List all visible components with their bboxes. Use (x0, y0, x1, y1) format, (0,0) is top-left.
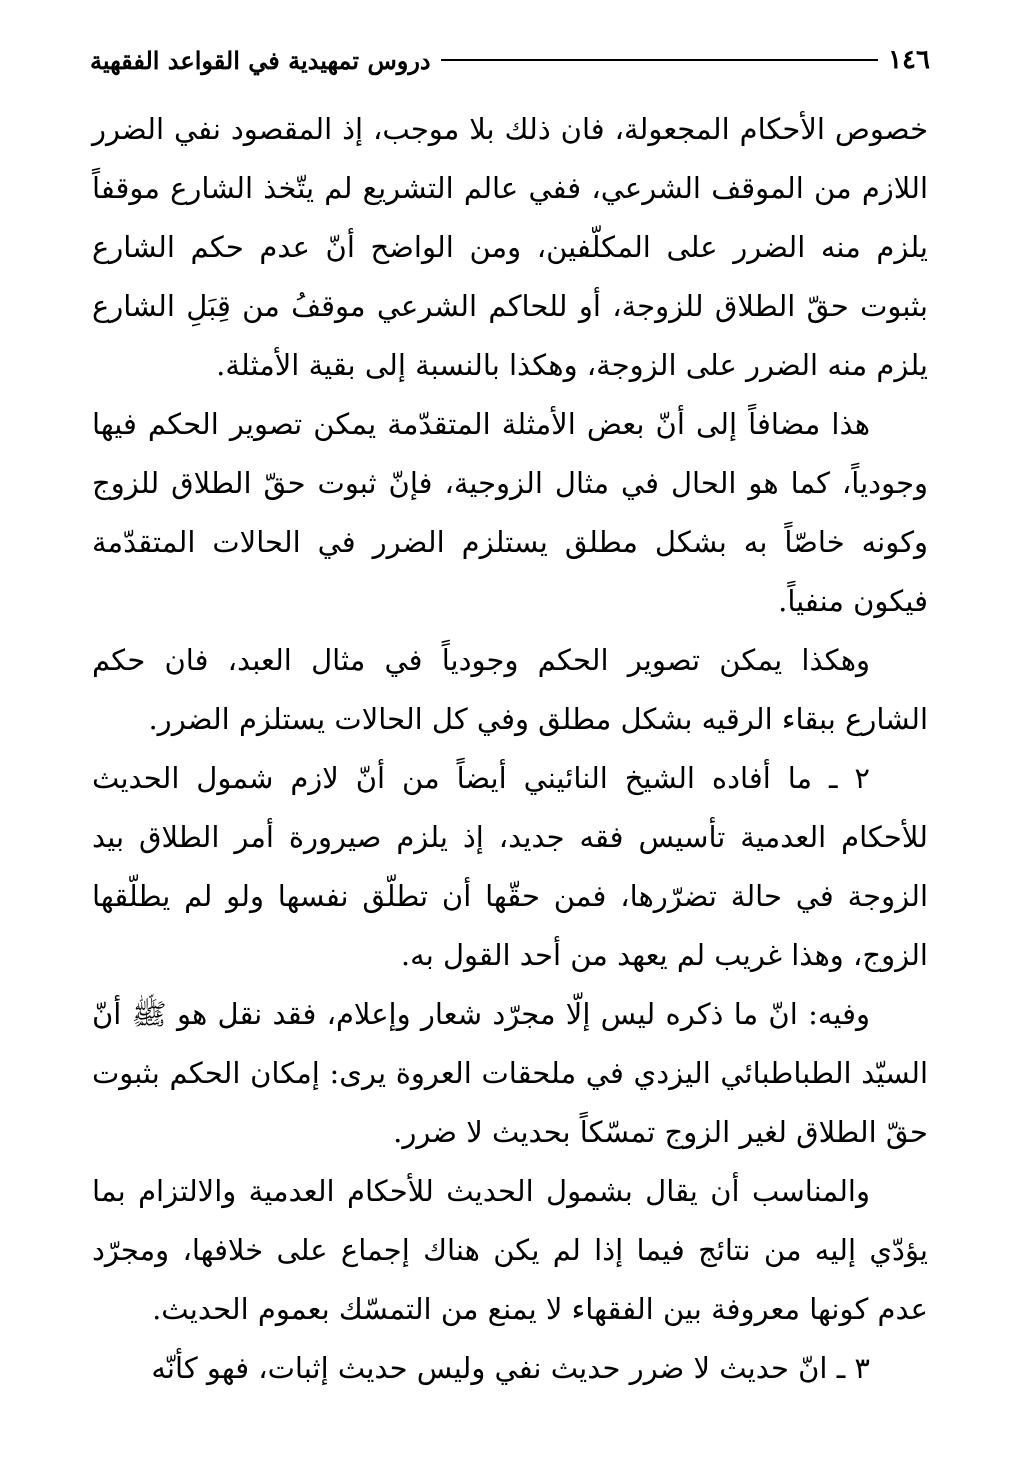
header-rule (441, 59, 878, 61)
page-header (90, 40, 930, 80)
paragraph: ٣ ـ انّ حديث لا ضرر حديث نفي وليس حديث إثبات، فهو كأنّه (151, 1351, 870, 1385)
page-body (92, 100, 928, 1398)
paragraph: وفيه: انّ ما ذكره ليس إلّا مجرّد شعار وإعلام، فقد نقل هو ﷺ أنّ السيّد الطباطبائي اليزدي في ملحقات العروة يرى: إمكان الحكم بثبوت حقّ الطلاق لغير الزوج تمسّكاً بحديث لا ضرر. (92, 997, 928, 1149)
paragraph: والمناسب أن يقال بشمول الحديث للأحكام العدمية والالتزام بما يؤدّي إليه من نتائج فيما إذا لم يكن هناك إجماع على خلافها، ومجرّد عدم كونها معروفة بين الفقهاء لا يمنع من التمسّك بعموم الحديث. (92, 1174, 928, 1326)
paragraph: وهكذا يمكن تصوير الحكم وجودياً في مثال العبد، فان حكم الشارع ببقاء الرقيه بشكل مطلق وفي كل الحالات يستلزم الضرر. (92, 643, 928, 736)
paragraph: ٢ ـ ما أفاده الشيخ النائيني أيضاً من أنّ لازم شمول الحديث للأحكام العدمية تأسيس فقه جديد، إذ يلزم صيرورة أمر الطلاق بيد الزوجة في حالة تضرّرها، فمن حقّها أن تطلّق نفسها ولو لم يطلّقها الزوج، وهذا غريب لم يعهد من أحد القول به. (92, 761, 928, 972)
paragraph: خصوص الأحكام المجعولة، فان ذلك بلا موجب، إذ المقصود نفي الضرر اللازم من الموقف الشرعي، ففي عالم التشريع لم يتّخذ الشارع موقفاً يلزم منه الضرر على المكلّفين، ومن الواضح أنّ عدم حكم الشارع بثبوت حقّ الطلاق للزوجة، أو للحاكم الشرعي موقفُ من قِبَلِ الشارع يلزم منه الضرر على الزوجة، وهكذا بالنسبة إلى بقية الأمثلة. (92, 112, 928, 382)
page-number: ١٤٦ (888, 45, 930, 75)
book-title: دروس تمهيدية في القواعد الفقهية (90, 45, 431, 75)
paragraph: هذا مضافاً إلى أنّ بعض الأمثلة المتقدّمة يمكن تصوير الحكم فيها وجودياً، كما هو الحال في مثال الزوجية، فإنّ ثبوت حقّ الطلاق للزوج وكونه خاصّاً به بشكل مطلق يستلزم الضرر في الحالات المتقدّمة فيكون منفياً. (92, 407, 928, 618)
